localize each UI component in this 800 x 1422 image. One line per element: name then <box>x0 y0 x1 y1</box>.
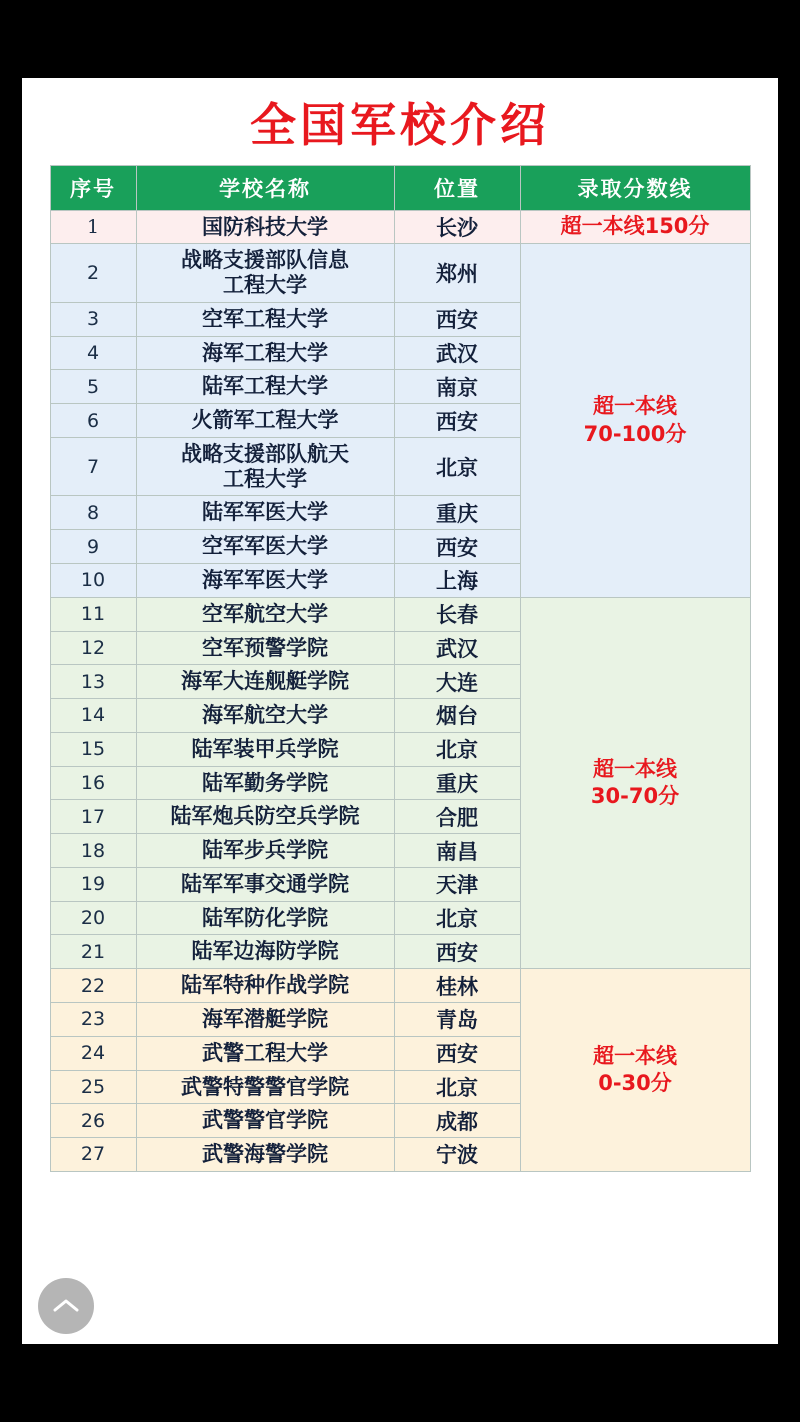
cell-school: 战略支援部队信息 工程大学 <box>136 244 394 303</box>
table-row <box>50 597 750 631</box>
cell-index: 8 <box>50 496 136 530</box>
cell-school: 陆军勤务学院 <box>136 766 394 800</box>
cell-score-group-1: 超一本线150分 <box>520 210 750 244</box>
table-row <box>50 210 750 244</box>
cell-location: 北京 <box>394 437 520 496</box>
score-line-2: 30-70分 <box>590 783 680 808</box>
cell-index: 23 <box>50 1002 136 1036</box>
cell-index: 20 <box>50 901 136 935</box>
cell-score-group-3 <box>520 597 750 968</box>
cell-school: 陆军特种作战学院 <box>136 969 394 1003</box>
cell-location: 长春 <box>394 597 520 631</box>
cell-location: 北京 <box>394 732 520 766</box>
column-header-index: 序号 <box>50 165 136 210</box>
cell-index: 13 <box>50 665 136 699</box>
cell-location: 南京 <box>394 370 520 404</box>
cell-location: 宁波 <box>394 1138 520 1172</box>
cell-location: 成都 <box>394 1104 520 1138</box>
table-row <box>50 969 750 1003</box>
cell-location: 桂林 <box>394 969 520 1003</box>
cell-school: 空军军医大学 <box>136 530 394 564</box>
cell-location: 重庆 <box>394 766 520 800</box>
column-header-score: 录取分数线 <box>520 165 750 210</box>
cell-location: 西安 <box>394 935 520 969</box>
document-sheet <box>22 78 778 1344</box>
cell-location: 武汉 <box>394 631 520 665</box>
cell-index: 11 <box>50 597 136 631</box>
cell-school: 海军工程大学 <box>136 336 394 370</box>
cell-school: 海军军医大学 <box>136 564 394 598</box>
cell-location: 合肥 <box>394 800 520 834</box>
cell-location: 武汉 <box>394 336 520 370</box>
cell-school: 陆军工程大学 <box>136 370 394 404</box>
cell-location: 西安 <box>394 404 520 438</box>
cell-location: 上海 <box>394 564 520 598</box>
cell-school: 空军航空大学 <box>136 597 394 631</box>
score-line-1: 超一本线 <box>593 756 677 781</box>
cell-index: 26 <box>50 1104 136 1138</box>
score-line-2: 70-100分 <box>583 421 687 446</box>
cell-school: 陆军边海防学院 <box>136 935 394 969</box>
cell-school: 空军预警学院 <box>136 631 394 665</box>
cell-location: 北京 <box>394 1070 520 1104</box>
cell-score-group-2 <box>520 244 750 597</box>
cell-school: 海军航空大学 <box>136 699 394 733</box>
cell-index: 24 <box>50 1036 136 1070</box>
cell-index: 17 <box>50 800 136 834</box>
cell-location: 天津 <box>394 867 520 901</box>
cell-index: 15 <box>50 732 136 766</box>
cell-location: 南昌 <box>394 834 520 868</box>
cell-school: 陆军装甲兵学院 <box>136 732 394 766</box>
cell-school: 海军潜艇学院 <box>136 1002 394 1036</box>
cell-index: 5 <box>50 370 136 404</box>
cell-school: 陆军防化学院 <box>136 901 394 935</box>
cell-index: 21 <box>50 935 136 969</box>
column-header-location: 位置 <box>394 165 520 210</box>
table-header-row <box>50 165 750 210</box>
cell-school: 战略支援部队航天 工程大学 <box>136 437 394 496</box>
page-title: 全国军校介绍 <box>250 98 550 152</box>
cell-location: 重庆 <box>394 496 520 530</box>
cell-index: 1 <box>50 210 136 244</box>
cell-location: 西安 <box>394 530 520 564</box>
cell-school: 火箭军工程大学 <box>136 404 394 438</box>
cell-index: 12 <box>50 631 136 665</box>
cell-index: 25 <box>50 1070 136 1104</box>
cell-school: 海军大连舰艇学院 <box>136 665 394 699</box>
cell-location: 大连 <box>394 665 520 699</box>
cell-school: 武警工程大学 <box>136 1036 394 1070</box>
cell-school: 武警海警学院 <box>136 1138 394 1172</box>
cell-index: 2 <box>50 244 136 303</box>
cell-index: 27 <box>50 1138 136 1172</box>
cell-index: 18 <box>50 834 136 868</box>
scroll-to-top-button[interactable] <box>38 1278 94 1334</box>
cell-index: 4 <box>50 336 136 370</box>
cell-index: 22 <box>50 969 136 1003</box>
cell-location: 青岛 <box>394 1002 520 1036</box>
cell-index: 7 <box>50 437 136 496</box>
cell-location: 北京 <box>394 901 520 935</box>
cell-school: 武警警官学院 <box>136 1104 394 1138</box>
cell-score-group-4 <box>520 969 750 1172</box>
cell-location: 郑州 <box>394 244 520 303</box>
cell-school: 武警特警警官学院 <box>136 1070 394 1104</box>
cell-index: 16 <box>50 766 136 800</box>
chevron-up-icon <box>51 1296 81 1316</box>
cell-index: 19 <box>50 867 136 901</box>
cell-index: 9 <box>50 530 136 564</box>
cell-school: 陆军军事交通学院 <box>136 867 394 901</box>
cell-index: 14 <box>50 699 136 733</box>
table-body <box>50 210 750 1171</box>
cell-index: 10 <box>50 564 136 598</box>
cell-location: 长沙 <box>394 210 520 244</box>
column-header-school: 学校名称 <box>136 165 394 210</box>
cell-index: 3 <box>50 302 136 336</box>
table-row <box>50 244 750 303</box>
score-line-2: 0-30分 <box>598 1071 672 1095</box>
cell-index: 6 <box>50 404 136 438</box>
cell-school: 陆军炮兵防空兵学院 <box>136 800 394 834</box>
cell-location: 烟台 <box>394 699 520 733</box>
score-line-1: 超一本线 <box>593 1043 677 1068</box>
cell-location: 西安 <box>394 302 520 336</box>
military-schools-table <box>50 165 751 1172</box>
cell-location: 西安 <box>394 1036 520 1070</box>
cell-school: 国防科技大学 <box>136 210 394 244</box>
cell-school: 空军工程大学 <box>136 302 394 336</box>
cell-school: 陆军步兵学院 <box>136 834 394 868</box>
cell-school: 陆军军医大学 <box>136 496 394 530</box>
score-line-1: 超一本线 <box>593 394 677 419</box>
